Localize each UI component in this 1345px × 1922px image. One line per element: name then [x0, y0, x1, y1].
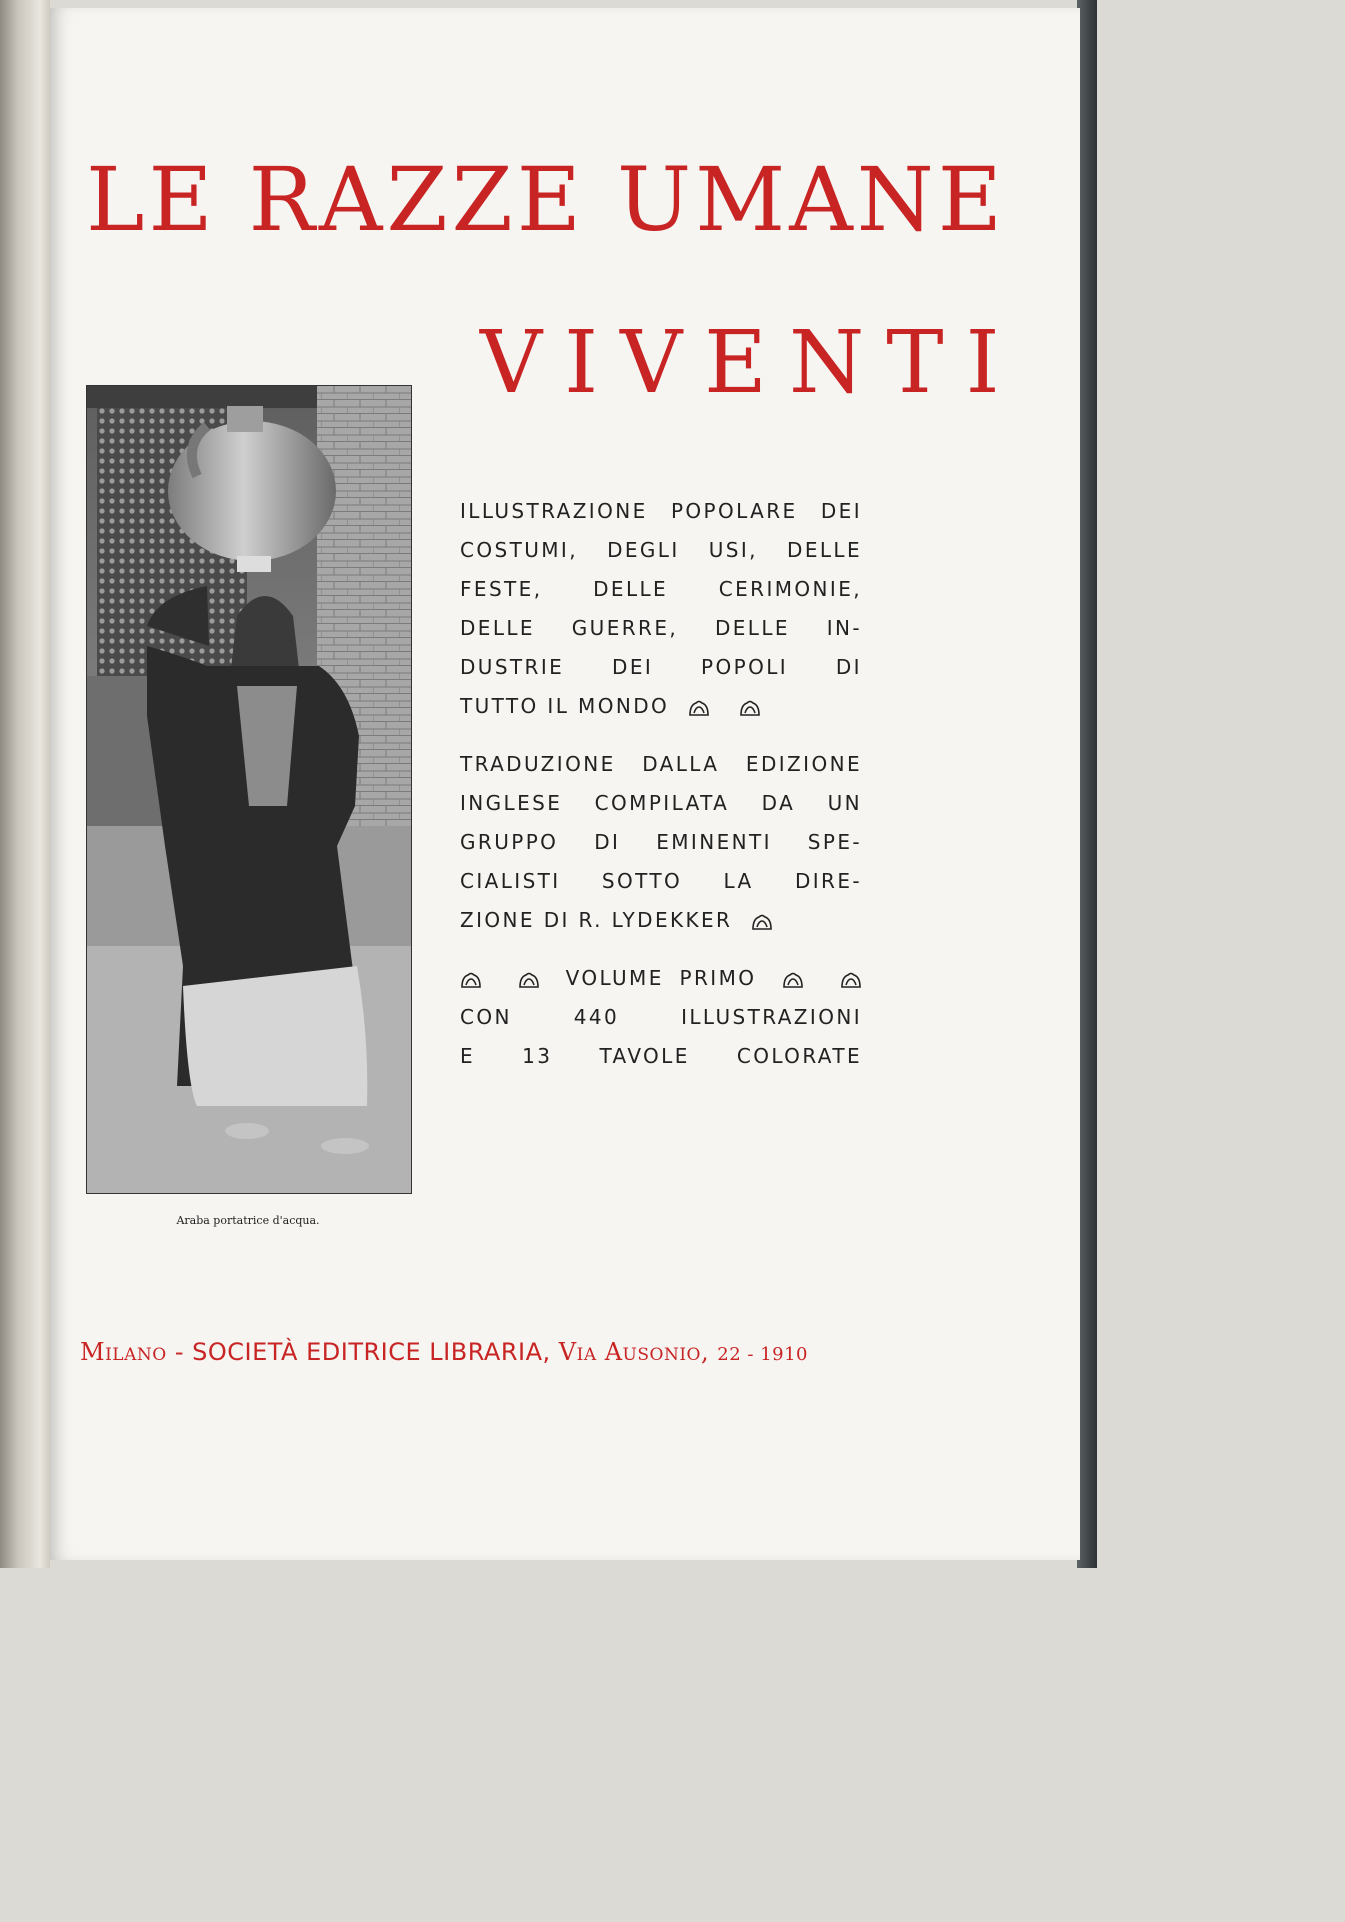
imprint-publisher: SOCIETÀ EDITRICE LIBRARIA,: [192, 1338, 551, 1366]
frontispiece-photo: [86, 385, 412, 1194]
description-block-3: [460, 959, 862, 1076]
imprint-number-year: 22 - 1910: [717, 1344, 809, 1365]
description-line: GRUPPO DI EMINENTI SPE-: [460, 830, 862, 854]
title-line-1: LE RAZZE UMANE: [86, 148, 1007, 251]
fleuron-ornament-icon: [460, 971, 482, 989]
ornament-group-left: [460, 966, 566, 990]
publisher-imprint: [80, 1338, 910, 1366]
description-line-with-ornaments: [460, 901, 862, 940]
description-block-2: [460, 745, 862, 940]
description-line: ILLUSTRAZIONE POPOLARE DEI: [460, 499, 862, 523]
description-line: ZIONE DI R. LYDEKKER: [460, 908, 733, 932]
imprint-city: Milano: [80, 1338, 167, 1366]
description-line: CON 440 ILLUSTRAZIONI: [460, 1005, 862, 1029]
description-line: DUSTRIE DEI POPOLI DI: [460, 655, 862, 679]
description-line: COSTUMI, DEGLI USI, DELLE: [460, 538, 862, 562]
description-line: E 13 TAVOLE COLORATE: [460, 1044, 862, 1068]
description-line: CIALISTI SOTTO LA DIRE-: [460, 869, 862, 893]
ornament-group-right: [772, 966, 862, 990]
description-line: TRADUZIONE DALLA EDIZIONE: [460, 752, 862, 776]
fleuron-ornament-icon: [688, 699, 710, 717]
fleuron-ornament-icon: [840, 971, 862, 989]
fleuron-ornament-icon: [782, 971, 804, 989]
book-cover-edge: [1077, 0, 1097, 1568]
imprint-separator: -: [174, 1338, 184, 1366]
description-line: FESTE, DELLE CERIMONIE,: [460, 577, 862, 601]
volume-label: VOLUME PRIMO: [565, 966, 757, 990]
woman-carrying-water-jar-image: [87, 386, 411, 1193]
photo-caption: Araba portatrice d'acqua.: [176, 1214, 320, 1227]
description-line-with-ornaments: [460, 687, 862, 726]
fleuron-ornament-icon: [518, 971, 540, 989]
subtitle-description: [460, 492, 862, 1076]
title-page: [50, 8, 1080, 1560]
volume-line: [460, 959, 862, 998]
fleuron-ornament-icon: [739, 699, 761, 717]
description-line: DELLE GUERRE, DELLE IN-: [460, 616, 862, 640]
left-page-edge: [0, 0, 50, 1568]
description-line: INGLESE COMPILATA DA UN: [460, 791, 862, 815]
fleuron-ornament-icon: [751, 913, 773, 931]
imprint-street: Via Ausonio,: [558, 1338, 710, 1366]
title-line-2: VIVENTI: [480, 313, 1022, 413]
description-block-1: [460, 492, 862, 726]
description-line: TUTTO IL MONDO: [460, 694, 670, 718]
